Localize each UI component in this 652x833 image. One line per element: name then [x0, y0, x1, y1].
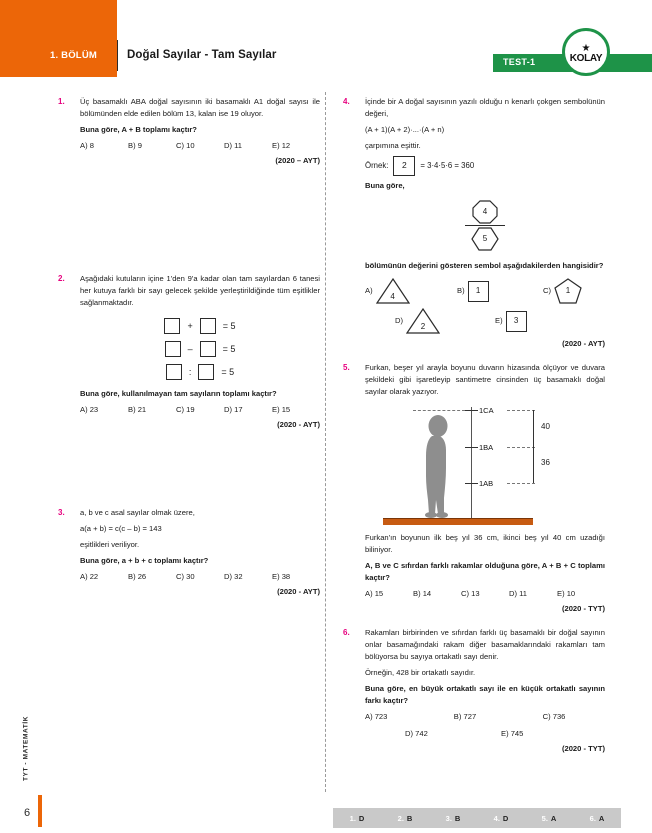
question-source: (2020 - TYT): [561, 743, 605, 753]
answer-key-letter: D: [358, 813, 365, 823]
options-row: [80, 571, 320, 583]
question-prompt: bölümünün değerini gösteren sembol aşağıdakilerden hangisidir?: [365, 261, 604, 271]
empty-box[interactable]: [200, 318, 216, 334]
question-source: (2020 – AYT): [275, 155, 320, 165]
mark-label-middle: 1BA: [479, 443, 494, 453]
option-c[interactable]: C) 10: [176, 140, 195, 150]
tick-middle: [465, 447, 478, 448]
option-c[interactable]: C) 736: [542, 711, 566, 721]
question-number: 1.: [58, 97, 65, 106]
equation-row-1: [80, 318, 320, 334]
fraction-expression: [365, 200, 605, 251]
question-number: 6.: [343, 628, 350, 638]
equation-result-1: = 5: [222, 320, 236, 331]
choices-row-2: [365, 308, 605, 334]
question-text-2: çarpımına eşittir.: [365, 140, 421, 150]
question-prompt: A, B ve C sıfırdan farklı rakamlar olduğuna göre, A + B + C toplamı kaçtır?: [365, 561, 605, 583]
choices-grid: [365, 278, 605, 334]
question-text-2: Furkan'ın boyunun ilk beş yıl 36 cm, ikinci beş yıl 40 cm uzadığı biliniyor.: [365, 533, 605, 555]
question-3: [58, 507, 320, 598]
option-c[interactable]: C) 19: [176, 404, 195, 414]
option-e[interactable]: E) 38: [272, 571, 291, 581]
head-dash-line: [413, 410, 465, 411]
empty-box[interactable]: [164, 318, 180, 334]
question-example: Örneğin, 428 bir ortakatlı sayıdır.: [365, 668, 476, 677]
empty-box[interactable]: [166, 364, 182, 380]
option-d[interactable]: D) 32: [224, 571, 243, 581]
question-text: a, b ve c asal sayılar olmak üzere,: [80, 507, 195, 517]
wall-line: [471, 407, 472, 518]
octagon-value: 4: [482, 206, 488, 216]
choice-d[interactable]: [395, 308, 495, 334]
question-text-2: eşitlikleri veriliyor.: [80, 539, 140, 549]
square-symbol: 3: [506, 311, 527, 332]
equation-result-3: = 5: [221, 366, 235, 377]
sidebar-orange-strip: [38, 795, 42, 827]
option-b[interactable]: B) 14: [413, 589, 432, 599]
option-d[interactable]: D) 11: [224, 140, 243, 150]
test-label: TEST-1: [503, 57, 536, 67]
answer-key-number: 1.: [349, 813, 356, 823]
options-row: [365, 588, 605, 600]
choice-c-value: 1: [565, 285, 571, 295]
question-5: [343, 362, 605, 615]
answer-key-letter: A: [550, 813, 557, 823]
choice-b[interactable]: [457, 281, 543, 302]
option-b[interactable]: B) 21: [128, 404, 147, 414]
question-source: (2020 - TYT): [561, 604, 605, 614]
answer-key-letter: B: [406, 813, 413, 823]
dim-lead-middle: [507, 447, 535, 448]
question-number: 4.: [343, 97, 350, 106]
chapter-label: 1. BÖLÜM: [50, 50, 97, 61]
question-source: (2020 - AYT): [277, 586, 320, 596]
question-formula: (A + 1)(A + 2)·...·(A + n): [365, 124, 445, 134]
answer-key-item: [542, 814, 557, 823]
answer-key-item: [590, 814, 605, 823]
choice-d-value: 2: [420, 321, 426, 331]
equation-boxes: [80, 318, 320, 380]
question-prompt: Buna göre, kullanılmayan tam sayıların toplamı kaçtır?: [80, 388, 277, 398]
square-symbol: 1: [468, 281, 489, 302]
dim-arrow-lower: [533, 447, 534, 483]
operator-3: :: [188, 366, 192, 377]
dim-lead-top: [507, 410, 535, 411]
right-column: [343, 96, 605, 759]
pentagon-symbol: [554, 278, 582, 304]
answer-key-letter: A: [598, 813, 605, 823]
triangle-symbol: [376, 278, 410, 304]
answer-key-item: [446, 814, 461, 823]
hexagon-value: 5: [482, 233, 488, 243]
mark-label-top: 1CA: [479, 406, 494, 416]
question-body: [365, 362, 605, 615]
choice-e[interactable]: [495, 311, 527, 332]
option-c[interactable]: C) 30: [176, 571, 195, 581]
answer-key-number: 2.: [397, 813, 404, 823]
answer-key-number: 3.: [445, 813, 452, 823]
triangle-symbol: [406, 308, 440, 334]
option-d[interactable]: D) 742: [405, 728, 428, 738]
option-a[interactable]: A) 8: [80, 140, 94, 150]
example-square-symbol: 2: [393, 156, 415, 176]
choice-d-label: D): [395, 316, 404, 326]
choice-e-label: E): [495, 316, 503, 326]
difficulty-badge: [562, 28, 610, 76]
option-d[interactable]: D) 11: [509, 589, 528, 599]
question-number: 2.: [58, 273, 65, 283]
options-row-1: [365, 711, 605, 723]
options-row-2: [365, 728, 605, 740]
choice-c[interactable]: [543, 278, 582, 304]
fraction-bar: [465, 225, 505, 226]
option-d[interactable]: D) 17: [224, 404, 243, 414]
example-row: [365, 156, 605, 176]
question-connector: Buna göre,: [365, 180, 405, 190]
choices-row-1: [365, 278, 605, 304]
hexagon-symbol: [471, 227, 499, 251]
option-b[interactable]: B) 9: [128, 140, 142, 150]
tick-bottom: [465, 483, 478, 484]
answer-key-letter: D: [502, 813, 509, 823]
question-6: [343, 627, 605, 755]
example-rhs: = 3·4·5·6 = 360: [420, 160, 475, 170]
choice-a-label: A): [365, 286, 373, 296]
options-row: [80, 404, 320, 416]
option-e[interactable]: E) 745: [501, 728, 524, 738]
empty-box[interactable]: [200, 341, 216, 357]
dimension-lower: 36: [541, 458, 550, 468]
wall-measurement-figure: [383, 407, 583, 525]
question-text: Rakamları birbirinden ve sıfırdan farklı üç basamaklı bir doğal sayının onlar basamağındaki rakam diğer basamaklarındaki rakamları tam bölüyorsa bu sayıya ortakatlı sayı denir.: [365, 628, 605, 662]
operator-2: –: [187, 343, 193, 354]
question-prompt: Buna göre, a + b + c toplamı kaçtır?: [80, 555, 209, 565]
star-icon: ★: [581, 42, 591, 54]
question-body: [80, 96, 320, 167]
operator-1: +: [187, 320, 193, 331]
question-source: (2020 - AYT): [277, 419, 320, 429]
octagon-symbol: [472, 200, 498, 224]
option-e[interactable]: E) 10: [557, 589, 576, 599]
option-b[interactable]: B) 26: [128, 571, 147, 581]
sidebar-subject-label: TYT - MATEMATİK: [22, 715, 30, 782]
left-column: [58, 96, 320, 602]
question-number: 5.: [343, 363, 350, 373]
question-number: 3.: [58, 507, 65, 517]
equation-row-3: [80, 364, 320, 380]
question-prompt: Buna göre, A + B toplamı kaçtır?: [80, 124, 197, 134]
dim-arrow-upper: [533, 410, 534, 447]
choice-a[interactable]: [365, 278, 457, 304]
question-body: [80, 507, 320, 598]
dim-lead-bottom: [507, 483, 535, 484]
choice-b-label: B): [457, 286, 465, 296]
option-a[interactable]: A) 23: [80, 404, 99, 414]
empty-box[interactable]: [165, 341, 181, 357]
answer-key-item: [350, 814, 365, 823]
equation-row-2: [80, 341, 320, 357]
question-text: Aşağıdaki kutuların içine 1'den 9'a kadar olan tam sayılardan 6 tanesi her kutuya farklı bir sayı gelecek şekilde yerleştirildiğinde tüm eşitlikler sağlanmaktadır.: [80, 273, 320, 307]
equation-result-2: = 5: [222, 343, 236, 354]
question-body: [365, 627, 605, 755]
option-a[interactable]: A) 723: [365, 711, 388, 721]
option-a[interactable]: A) 15: [365, 589, 384, 599]
option-c[interactable]: C) 13: [461, 589, 480, 599]
question-text: Furkan, beşer yıl arayla boyunu duvarın hizasında ölçüyor ve duvara şekildeki gibi işaretleyip santimetre cinsinden üç basamaklı doğal sayılar olarak yazıyor.: [365, 363, 605, 397]
question-equation: a(a + b) = c(c – b) = 143: [80, 523, 162, 533]
floor: [383, 518, 533, 525]
answer-key-number: 6.: [589, 813, 596, 823]
question-4: [343, 96, 605, 350]
answer-key-item: [398, 814, 413, 823]
column-divider: [325, 92, 326, 792]
question-2: [58, 273, 320, 431]
question-1: [58, 96, 320, 167]
empty-box[interactable]: [198, 364, 214, 380]
option-e[interactable]: E) 15: [272, 404, 291, 414]
question-source: (2020 - AYT): [562, 339, 605, 349]
tick-top: [465, 410, 478, 411]
question-text: Üç basamaklı ABA doğal sayısının iki basamaklı A1 doğal sayısı ile bölümünden elde edilen bölüm 13, kalan ise 19 oluyor.: [80, 97, 320, 118]
answer-key-number: 5.: [541, 813, 548, 823]
person-silhouette: [419, 414, 453, 518]
option-a[interactable]: A) 22: [80, 571, 99, 581]
choice-a-value: 4: [390, 291, 395, 301]
question-body: [80, 273, 320, 431]
answer-key-letter: B: [454, 813, 461, 823]
dimension-upper: 40: [541, 422, 550, 432]
answer-key-bar: [333, 808, 621, 828]
page-header: [0, 0, 652, 77]
options-row: [80, 140, 320, 152]
question-prompt: Buna göre, en büyük ortakatlı sayı ile en küçük ortakatlı sayının farkı kaçtır?: [365, 683, 605, 705]
answer-key-item: [494, 814, 509, 823]
example-label: Örnek:: [365, 160, 389, 170]
question-body: [365, 96, 605, 350]
answer-key-number: 4.: [493, 813, 500, 823]
page-title: Doğal Sayılar - Tam Sayılar: [127, 49, 277, 61]
option-e[interactable]: E) 12: [272, 140, 291, 150]
option-b[interactable]: B) 727: [453, 711, 477, 721]
choice-c-label: C): [543, 286, 552, 296]
header-orange-block: [0, 0, 117, 77]
header-divider: [117, 40, 118, 71]
page-number: 6: [24, 807, 31, 819]
mark-label-bottom: 1AB: [479, 479, 494, 489]
question-text: İçinde bir A doğal sayısının yazılı olduğu n kenarlı çokgen sembolünün değeri,: [365, 97, 605, 118]
difficulty-badge-label: KOLAY: [569, 52, 603, 64]
